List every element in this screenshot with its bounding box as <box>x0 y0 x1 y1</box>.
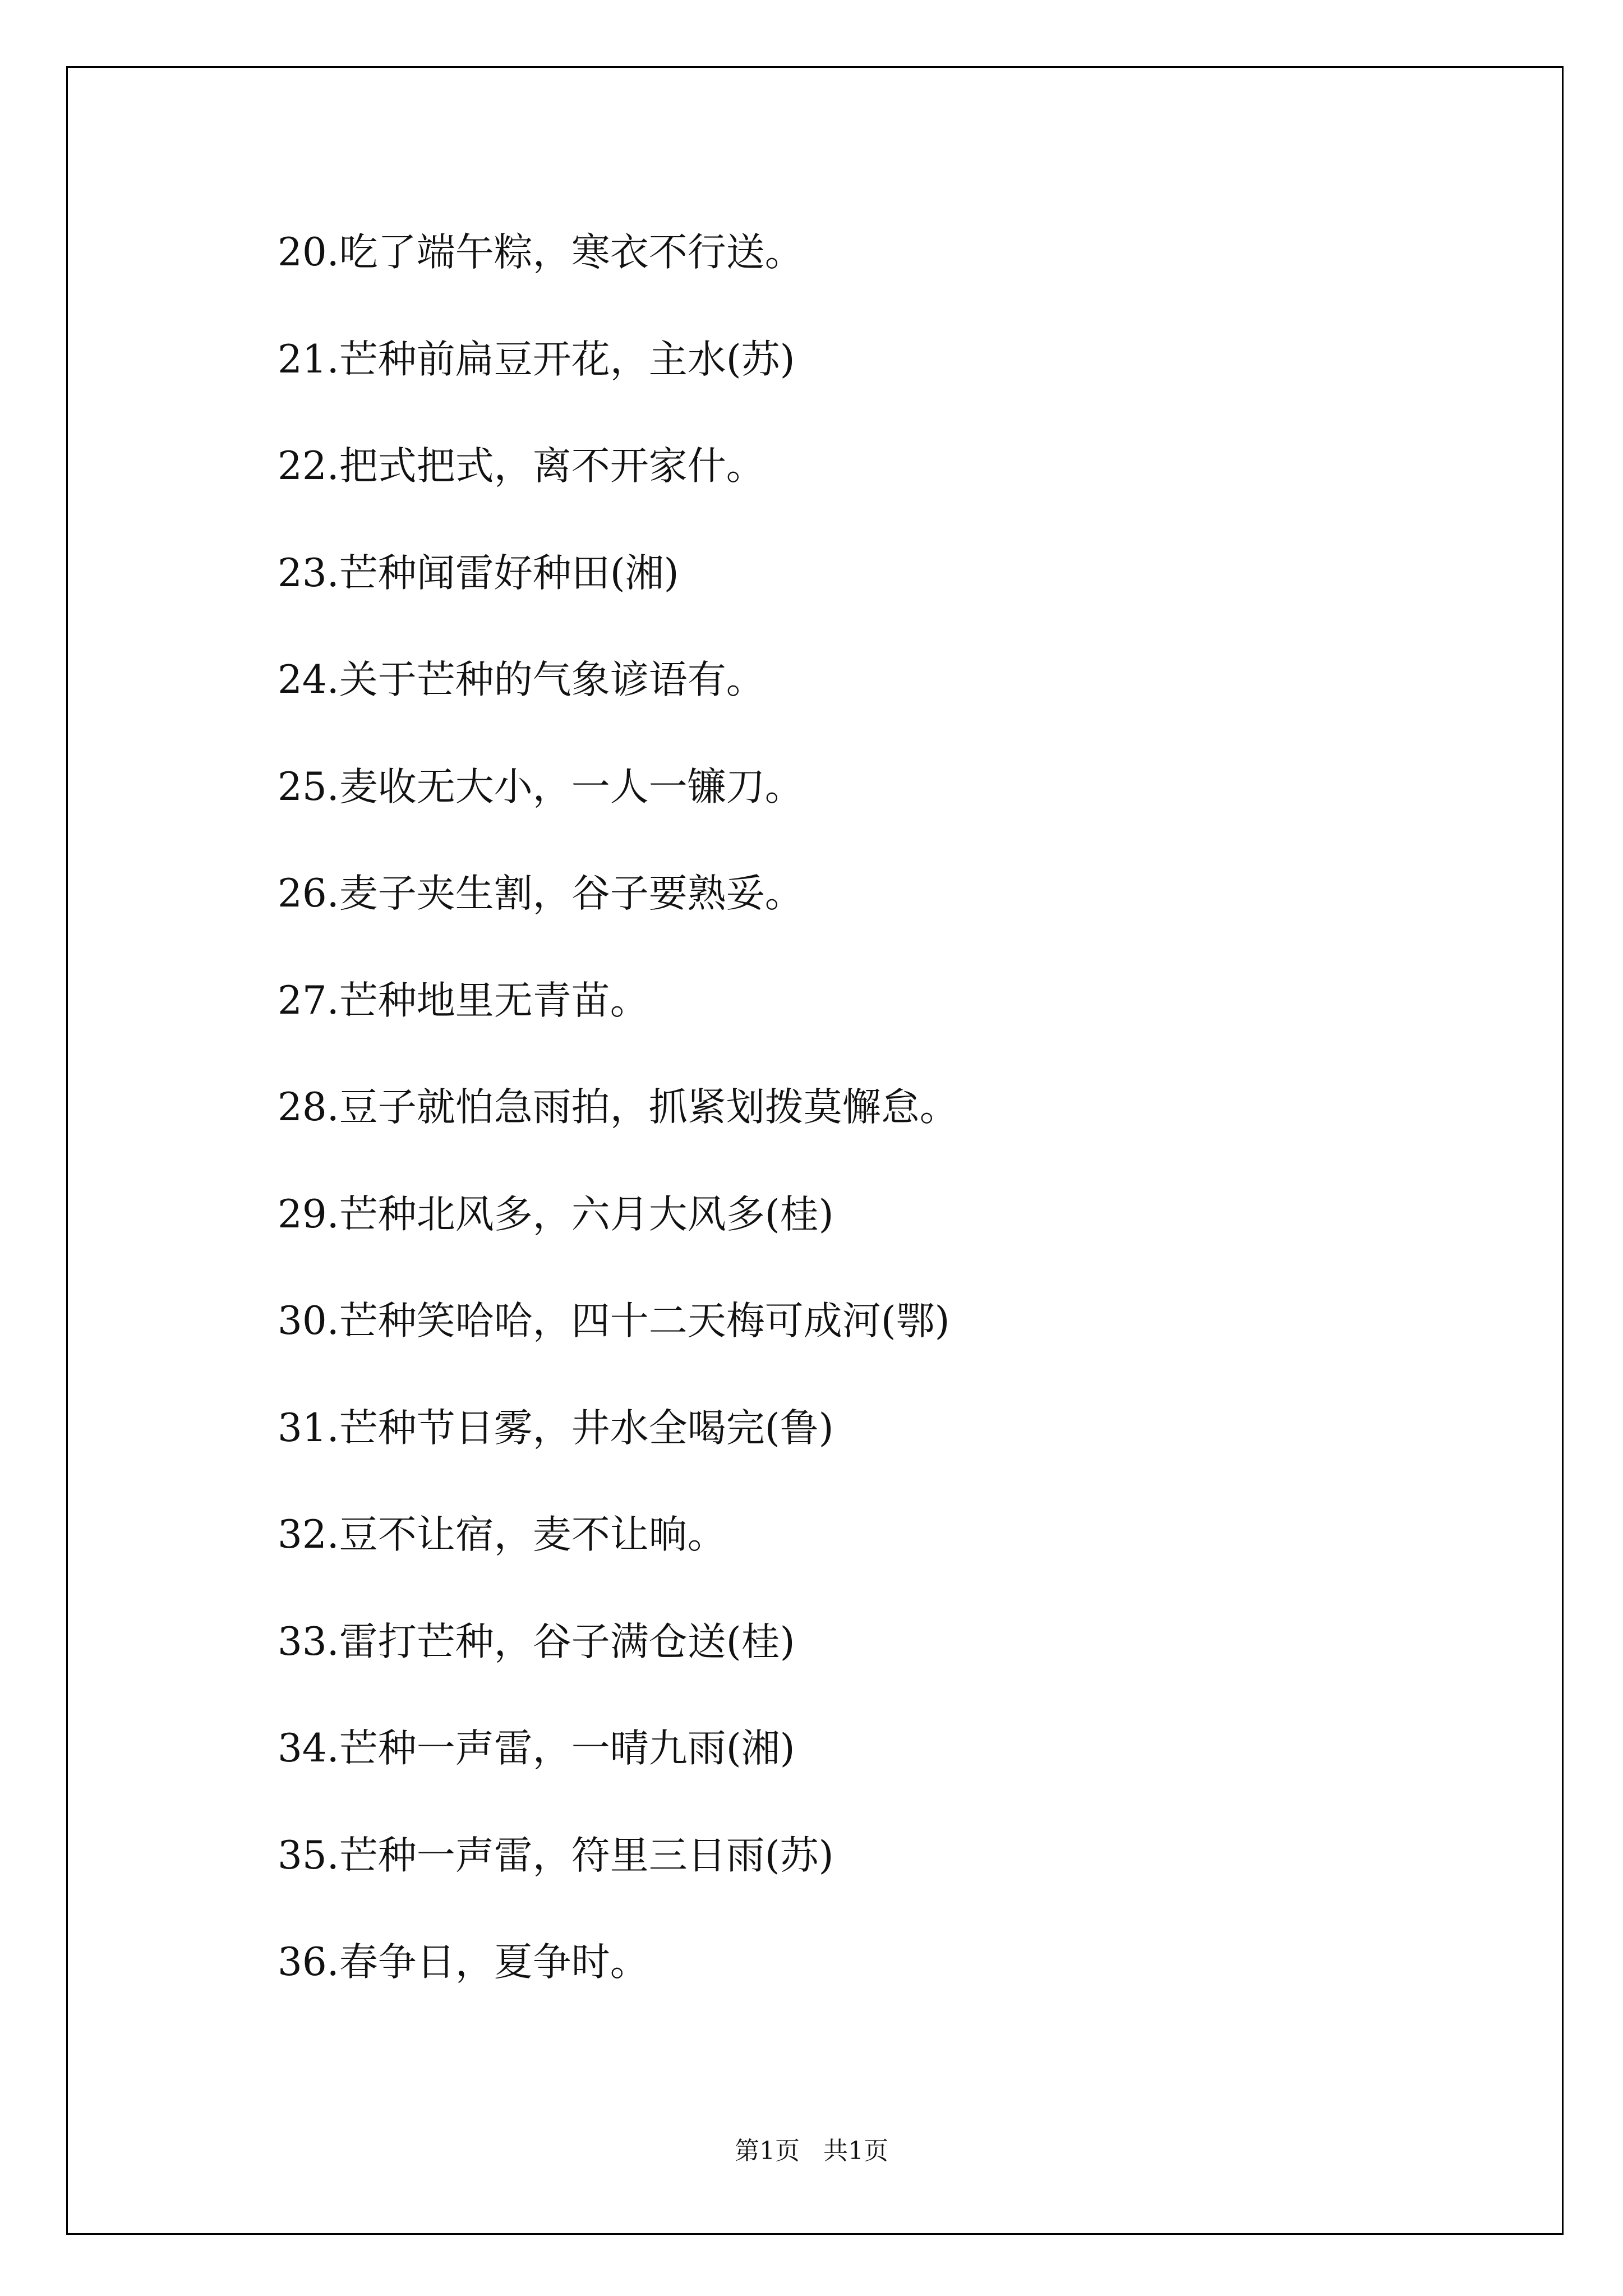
proverb-item: 23.芒种闻雷好种田(湘) <box>278 550 679 596</box>
proverb-item: 30.芒种笑哈哈，四十二天梅可成河(鄂) <box>278 1299 950 1343</box>
proverb-item: 26.麦子夹生割，谷子要熟妥。 <box>278 871 804 916</box>
proverb-item: 25.麦收无大小，一人一镰刀。 <box>278 764 804 809</box>
proverb-item: 36.春争日，夏争时。 <box>278 1940 649 1985</box>
proverb-item: 22.把式把式，离不开家什。 <box>278 444 765 489</box>
proverb-item: 34.芒种一声雷，一晴九雨(湘) <box>278 1726 795 1771</box>
proverb-item: 20.吃了端午粽，寒衣不行送。 <box>278 230 804 275</box>
proverb-item: 27.芒种地里无青苗。 <box>278 978 649 1023</box>
proverb-item: 31.芒种节日雾，井水全喝完(鲁) <box>278 1405 834 1451</box>
proverb-item: 32.豆不让宿，麦不让晌。 <box>278 1512 726 1557</box>
proverb-item: 33.雷打芒种，谷子满仓送(桂) <box>278 1619 795 1664</box>
proverb-list <box>278 227 958 2044</box>
proverb-item: 29.芒种北风多，六月大风多(桂) <box>278 1191 834 1237</box>
proverb-item: 21.芒种前扁豆开花，主水(苏) <box>278 337 795 382</box>
proverb-item: 35.芒种一声雷，符里三日雨(苏) <box>278 1833 834 1878</box>
proverb-item: 28.豆子就怕急雨拍，抓紧划拨莫懈怠。 <box>278 1085 958 1130</box>
proverb-item: 24.关于芒种的气象谚语有。 <box>278 657 765 702</box>
page-footer: 第1页 共1页 <box>735 2137 888 2165</box>
